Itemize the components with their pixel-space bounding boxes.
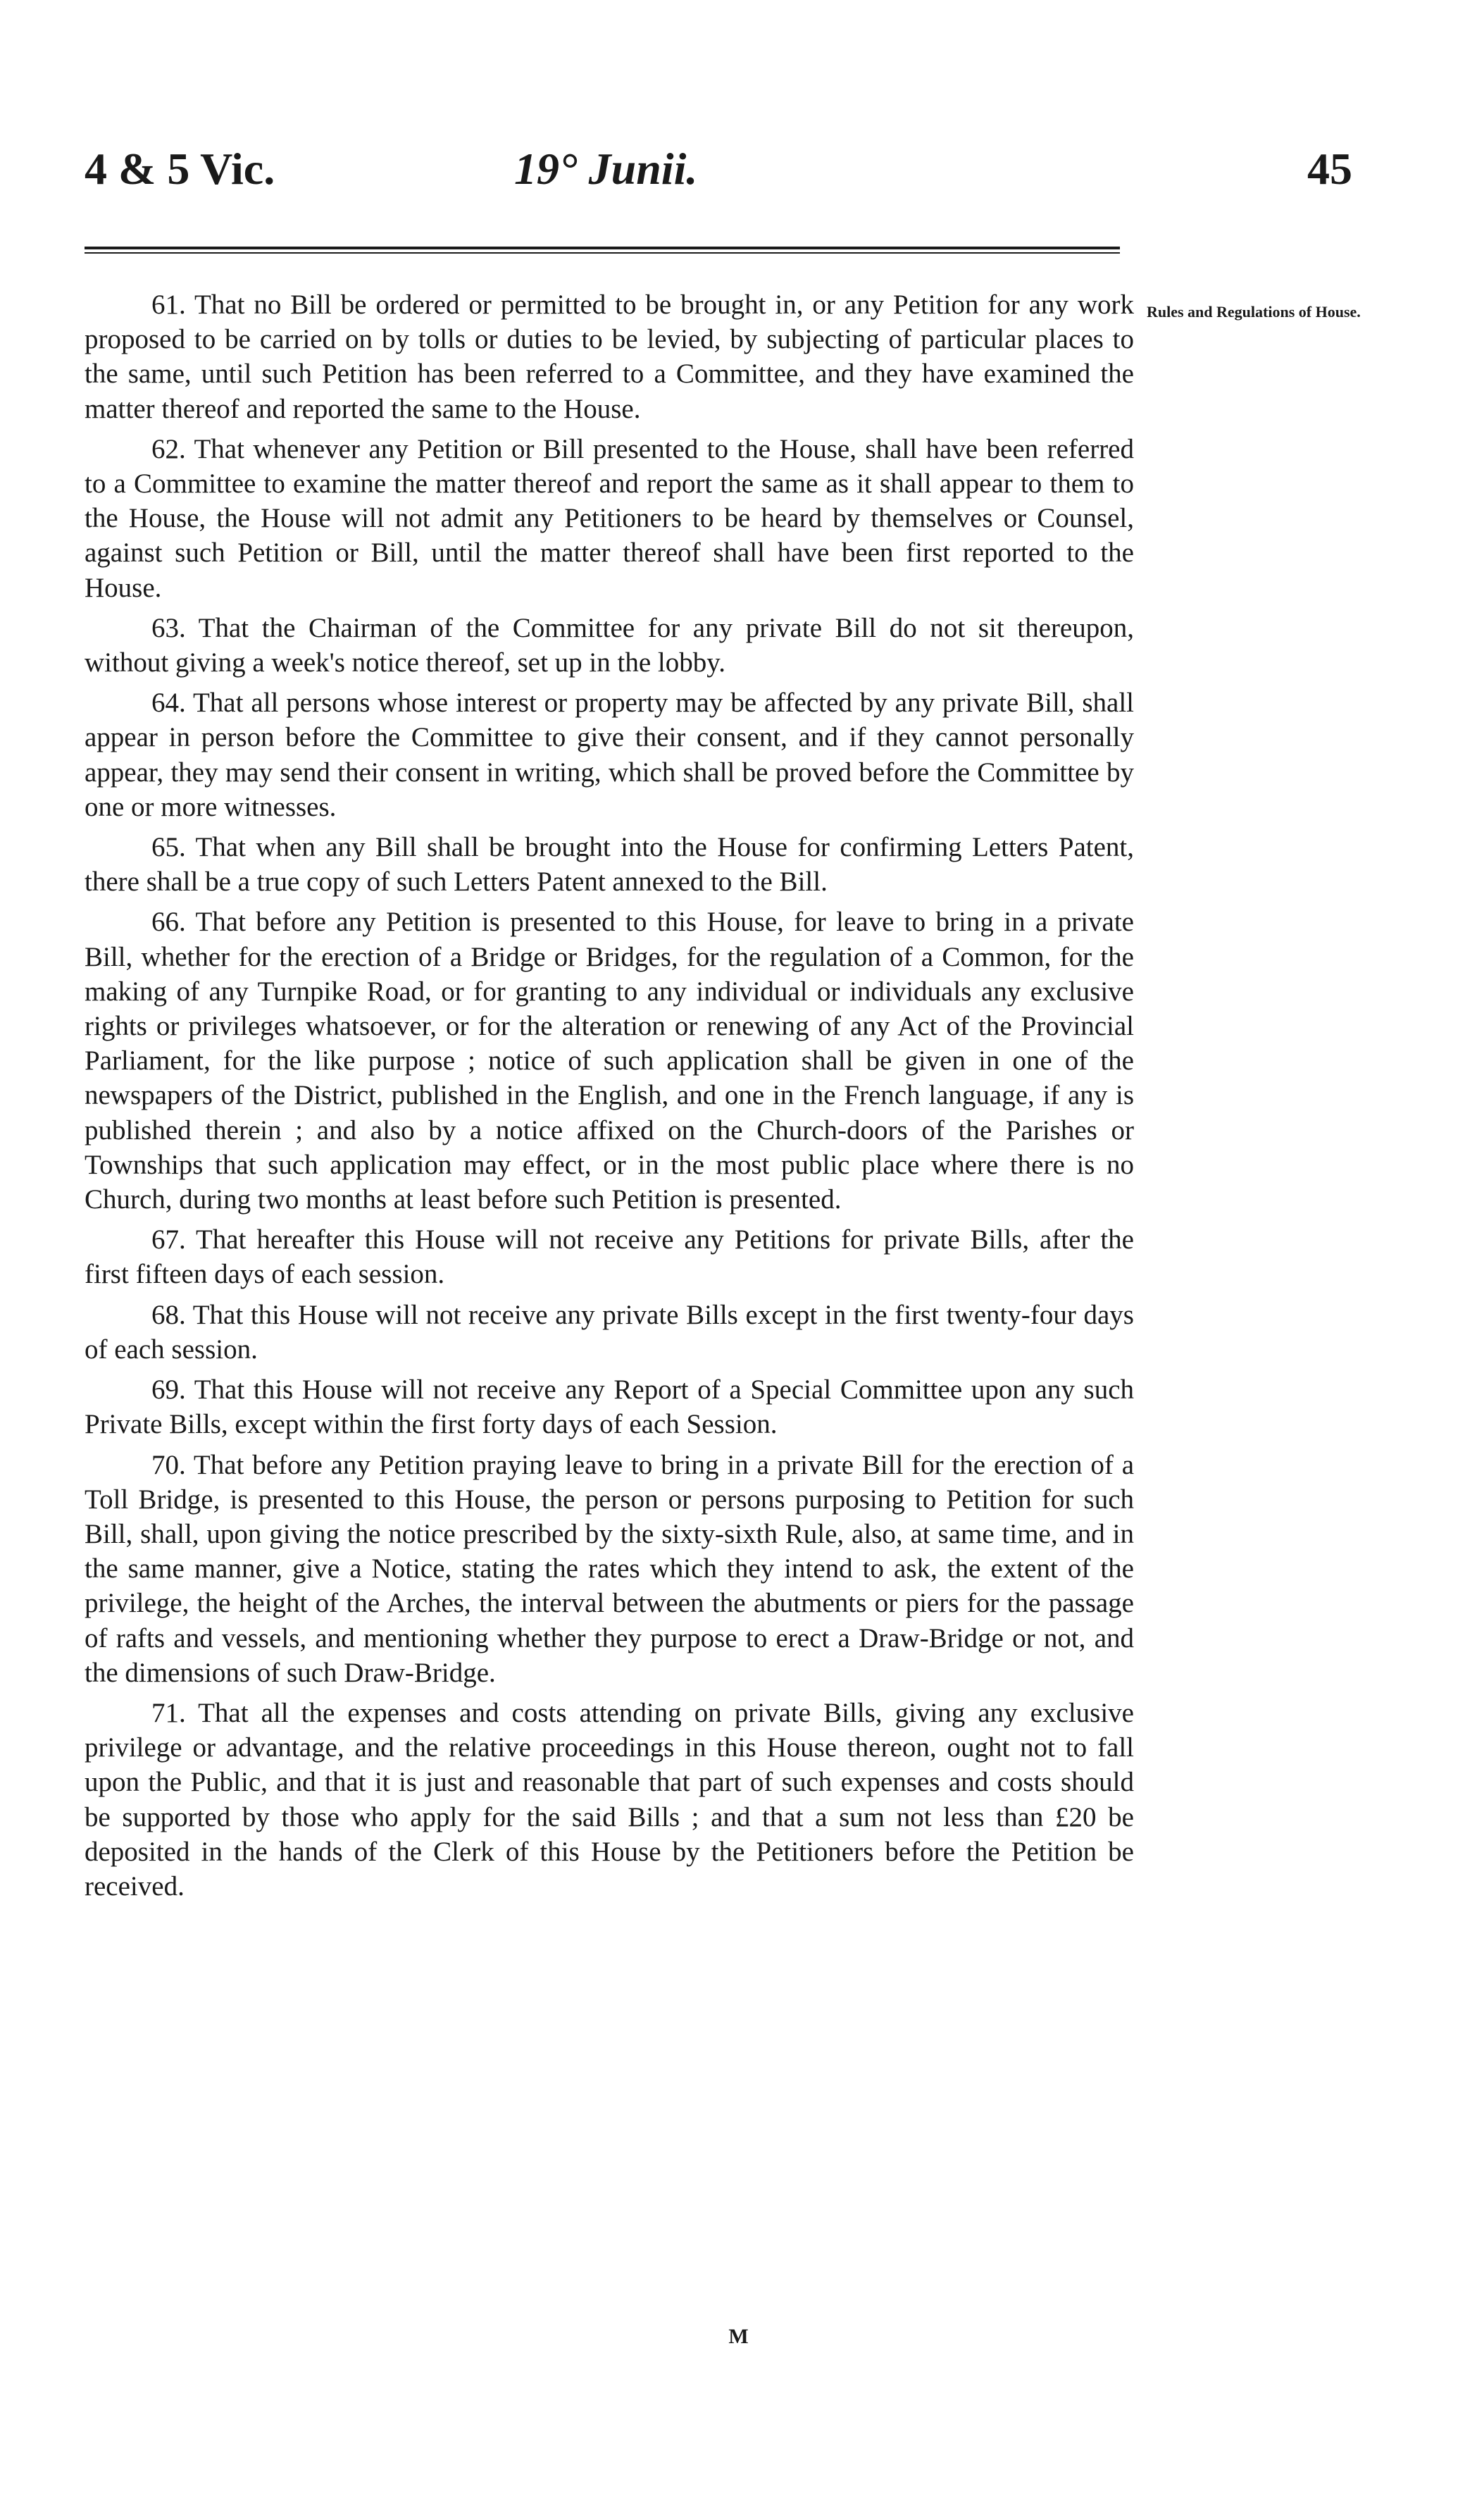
header-rule-thin <box>85 252 1120 254</box>
rule-69: 69. That this House will not receive any Report of a Special Committee upon any such Private Bills, except within the first forty days of each Session. <box>85 1374 1134 1440</box>
rule-71: 71. That all the expenses and costs attending on private Bills, giving any exclusive privilege or advantage, and the relative proceedings in this House thereon, ought not to fall upon the Public, and that it is just and reasonable that part of such expenses and costs should be supported by those who apply for the said Bills ; and that a sum not less than £20 be deposited in the hands of the Clerk of this House by the Petitioners before the Petition be received. <box>85 1697 1134 1901</box>
rule-65: 65. That when any Bill shall be brought into the House for confirming Letters Patent, there shall be a true copy of such Letters Patent annexed to the Bill. <box>85 832 1134 898</box>
rule-64: 64. That all persons whose interest or property may be affected by any private Bill, shall appear in person before the Committee to give their consent, and if they cannot personally appear, they may send their consent in writing, which shall be proved before the Committee by one or more witnesses. <box>85 688 1134 822</box>
rule-68: 68. That this House will not receive any private Bills except in the first twenty-four days of each session. <box>85 1299 1134 1365</box>
rule-67: 67. That hereafter this House will not receive any Petitions for private Bills, after the first fifteen days of each session. <box>85 1224 1134 1290</box>
rule-66: 66. That before any Petition is presented to this House, for leave to bring in a private Bill, whether for the erection of a Bridge or Bridges, for the regulation of a Common, for the making of any Turnpike Road, or for granting to any individual or individuals any exclusive rights or privileges whatsoever, or for the alteration or renewing of any Act of the Provincial Parliament, for the like purpose ; notice of such application shall be given in one of the newspapers of the District, published in the English, and one in the French language, if any is published therein ; and also by a notice affixed on the Church-doors of the Parishes or Townships that such application may effect, or in the most public place where there is no Church, during two months at least before such Petition is presented. <box>85 907 1134 1215</box>
rule-70: 70. That before any Petition praying leave to bring in a private Bill for the erection of a Toll Bridge, is presented to this House, the person or persons purposing to Petition for such Bill, shall, upon giving the notice prescribed by the sixty-sixth Rule, also, at same time, and in the same manner, give a Notice, stating the rates which they intend to ask, the extent of the privilege, the height of the Arches, the interval between the abutments or piers for the passage of rafts and vessels, and mentioning whether they purpose to erect a Draw-Bridge or not, and the dimensions of such Draw-Bridge. <box>85 1449 1134 1688</box>
signature-mark: M <box>728 2325 749 2348</box>
session-reference: 4 & 5 Vic. <box>85 144 275 194</box>
rule-63: 63. That the Chairman of the Committee for any private Bill do not sit thereupon, without giving a week's notice thereof, set up in the lobby. <box>85 612 1134 678</box>
rules-body <box>85 287 1134 1909</box>
running-head <box>85 141 1352 197</box>
header-rule-thick <box>85 247 1120 249</box>
rule-61: 61. That no Bill be ordered or permitted to be brought in, or any Petition for any work proposed to be carried on by tolls or duties to be levied, by subjecting of particular places to the same, until such Petition has been referred to a Committee, and they have examined the matter thereof and reported the same to the House. <box>85 290 1134 424</box>
date-heading: 19° Junii. <box>514 144 698 194</box>
margin-sidenote: Rules and Regulations of House. <box>1147 303 1361 321</box>
page-number: 45 <box>1307 144 1352 194</box>
rule-62: 62. That whenever any Petition or Bill presented to the House, shall have been referred to a Committee to examine the matter thereof and report the same as it shall appear to them to the House, the House will not admit any Petitioners to be heard by themselves or Counsel, against such Petition or Bill, until the matter thereof shall have been first reported to the House. <box>85 433 1134 603</box>
